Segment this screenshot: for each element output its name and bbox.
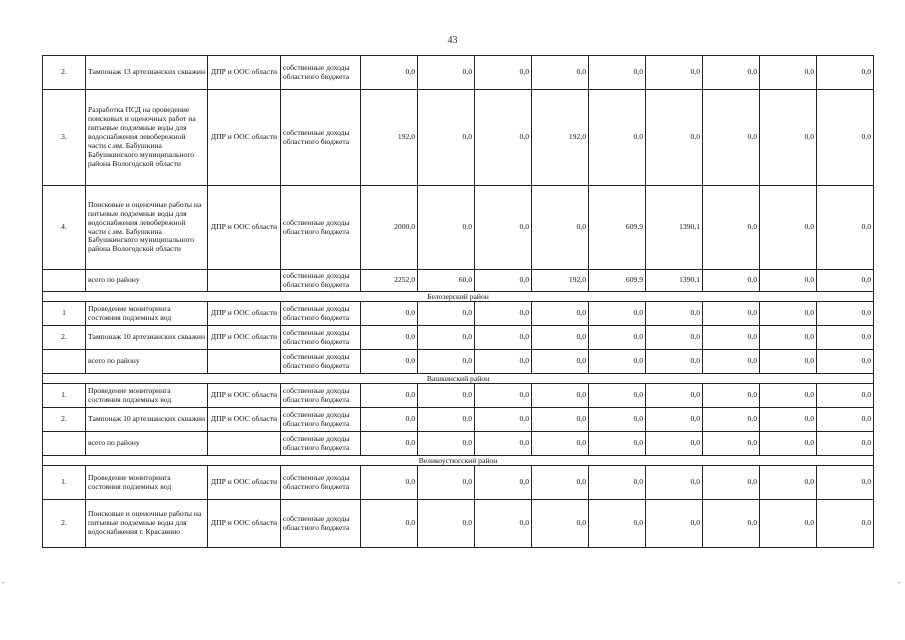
amount-cell: 0,0 — [475, 186, 532, 270]
amount-cell: 609,9 — [589, 270, 646, 292]
amount-cell: 0,0 — [646, 56, 703, 90]
responsible-executor — [208, 270, 281, 292]
row-number: 2. — [43, 500, 86, 548]
activity-name: Тампонаж 13 артезианских скважин — [86, 56, 208, 90]
table-row — [43, 302, 874, 326]
activity-name: Тампонаж 10 артезианских скважин — [86, 326, 208, 350]
activity-name: Поисковые и оценочные работы на питьевые подземные воды для водоснабжения г. Красавино — [86, 500, 208, 548]
amount-cell: 192,0 — [532, 90, 589, 186]
amount-cell: 0,0 — [418, 302, 475, 326]
amount-cell: 0,0 — [646, 302, 703, 326]
responsible-executor: ДПР и ООС области — [208, 466, 281, 500]
row-number: 1 — [43, 302, 86, 326]
amount-cell: 0,0 — [361, 432, 418, 456]
edge-mark-left: - — [2, 578, 5, 587]
row-number — [43, 350, 86, 374]
amount-cell: 0,0 — [418, 466, 475, 500]
amount-cell: 0,0 — [532, 56, 589, 90]
amount-cell: 0,0 — [760, 186, 817, 270]
amount-cell: 0,0 — [817, 466, 874, 500]
amount-cell: 0,0 — [760, 350, 817, 374]
amount-cell: 0,0 — [646, 500, 703, 548]
amount-cell: 0,0 — [817, 384, 874, 408]
amount-cell: 0,0 — [361, 350, 418, 374]
amount-cell: 0,0 — [817, 270, 874, 292]
amount-cell: 0,0 — [817, 500, 874, 548]
amount-cell: 0,0 — [703, 56, 760, 90]
amount-cell: 192,0 — [532, 270, 589, 292]
row-number: 2. — [43, 56, 86, 90]
amount-cell: 0,0 — [646, 466, 703, 500]
table-row — [43, 432, 874, 456]
district-title: Великоустюгский район — [43, 456, 874, 466]
amount-cell: 0,0 — [817, 432, 874, 456]
amount-cell: 0,0 — [760, 432, 817, 456]
amount-cell: 0,0 — [532, 466, 589, 500]
row-number: 4. — [43, 186, 86, 270]
responsible-executor: ДПР и ООС области — [208, 302, 281, 326]
amount-cell: 0,0 — [532, 326, 589, 350]
responsible-executor — [208, 350, 281, 374]
activity-name: Поисковые и оценочные работы на питьевые подземные воды для водоснабжения левобережной части с.им. Бабушкина Бабушкинского муниципального района Вологодской области — [86, 186, 208, 270]
amount-cell: 0,0 — [703, 466, 760, 500]
amount-cell: 0,0 — [703, 500, 760, 548]
amount-cell: 0,0 — [532, 408, 589, 432]
amount-cell: 0,0 — [532, 500, 589, 548]
amount-cell: 0,0 — [703, 432, 760, 456]
funding-source: собственные доходы областного бюджета — [281, 90, 361, 186]
amount-cell: 60,0 — [418, 270, 475, 292]
table-row — [43, 326, 874, 350]
funding-source: собственные доходы областного бюджета — [281, 500, 361, 548]
amount-cell: 0,0 — [760, 326, 817, 350]
amount-cell: 0,0 — [646, 90, 703, 186]
amount-cell: 0,0 — [589, 500, 646, 548]
amount-cell: 0,0 — [760, 384, 817, 408]
amount-cell: 0,0 — [418, 56, 475, 90]
responsible-executor: ДПР и ООС области — [208, 500, 281, 548]
amount-cell: 0,0 — [646, 408, 703, 432]
amount-cell: 0,0 — [418, 350, 475, 374]
amount-cell: 0,0 — [817, 186, 874, 270]
funding-source: собственные доходы областного бюджета — [281, 408, 361, 432]
amount-cell: 0,0 — [703, 186, 760, 270]
amount-cell: 0,0 — [532, 350, 589, 374]
funding-source: собственные доходы областного бюджета — [281, 302, 361, 326]
row-number: 2. — [43, 408, 86, 432]
amount-cell: 0,0 — [760, 408, 817, 432]
district-header-row — [43, 456, 874, 466]
amount-cell: 0,0 — [589, 408, 646, 432]
activity-name: Проведение мониторинга состояния подземных вод — [86, 384, 208, 408]
amount-cell: 0,0 — [589, 302, 646, 326]
responsible-executor: ДПР и ООС области — [208, 326, 281, 350]
amount-cell: 0,0 — [817, 90, 874, 186]
district-header-row — [43, 292, 874, 302]
amount-cell: 0,0 — [646, 350, 703, 374]
page-number: 43 — [447, 35, 458, 46]
amount-cell: 0,0 — [475, 90, 532, 186]
funding-source: собственные доходы областного бюджета — [281, 326, 361, 350]
activity-name: всего по району — [86, 432, 208, 456]
funding-source: собственные доходы областного бюджета — [281, 270, 361, 292]
amount-cell: 0,0 — [703, 270, 760, 292]
responsible-executor: ДПР и ООС области — [208, 186, 281, 270]
amount-cell: 2252,0 — [361, 270, 418, 292]
responsible-executor: ДПР и ООС области — [208, 56, 281, 90]
amount-cell: 0,0 — [589, 90, 646, 186]
amount-cell: 0,0 — [361, 466, 418, 500]
activity-name: Тампонаж 10 артезианских скважин — [86, 408, 208, 432]
amount-cell: 0,0 — [703, 408, 760, 432]
amount-cell: 0,0 — [589, 466, 646, 500]
amount-cell: 0,0 — [646, 384, 703, 408]
amount-cell: 0,0 — [475, 326, 532, 350]
amount-cell: 0,0 — [760, 302, 817, 326]
funding-source: собственные доходы областного бюджета — [281, 466, 361, 500]
funding-source: собственные доходы областного бюджета — [281, 56, 361, 90]
table-row — [43, 350, 874, 374]
amount-cell: 0,0 — [760, 90, 817, 186]
table-row — [43, 384, 874, 408]
row-number — [43, 432, 86, 456]
amount-cell: 2000,0 — [361, 186, 418, 270]
amount-cell: 1390,1 — [646, 186, 703, 270]
amount-cell: 0,0 — [361, 326, 418, 350]
amount-cell: 0,0 — [532, 384, 589, 408]
row-number: 2. — [43, 326, 86, 350]
table-row — [43, 270, 874, 292]
amount-cell: 0,0 — [760, 500, 817, 548]
amount-cell: 0,0 — [703, 90, 760, 186]
amount-cell: 0,0 — [589, 56, 646, 90]
funding-source: собственные доходы областного бюджета — [281, 384, 361, 408]
amount-cell: 0,0 — [532, 432, 589, 456]
row-number: 3. — [43, 90, 86, 186]
amount-cell: 0,0 — [418, 90, 475, 186]
table-row — [43, 408, 874, 432]
row-number: 1. — [43, 466, 86, 500]
amount-cell: 192,0 — [361, 90, 418, 186]
amount-cell: 0,0 — [475, 466, 532, 500]
amount-cell: 0,0 — [475, 384, 532, 408]
amount-cell: 0,0 — [817, 56, 874, 90]
activity-name: Разработка ПСД на проведение поисковых и оценочных работ на питьевые подземные воды для водоснабжения левобережной части с.им. Бабушкина Бабушкинского муниципального района Вологодской области — [86, 90, 208, 186]
responsible-executor — [208, 432, 281, 456]
amount-cell: 0,0 — [703, 302, 760, 326]
responsible-executor: ДПР и ООС области — [208, 90, 281, 186]
edge-mark-right: - — [898, 578, 901, 587]
funding-source: собственные доходы областного бюджета — [281, 432, 361, 456]
amount-cell: 0,0 — [646, 432, 703, 456]
amount-cell: 1390,1 — [646, 270, 703, 292]
amount-cell: 0,0 — [475, 56, 532, 90]
table-row — [43, 500, 874, 548]
amount-cell: 0,0 — [475, 500, 532, 548]
amount-cell: 0,0 — [817, 302, 874, 326]
amount-cell: 0,0 — [817, 408, 874, 432]
responsible-executor: ДПР и ООС области — [208, 384, 281, 408]
amount-cell: 0,0 — [817, 350, 874, 374]
amount-cell: 0,0 — [475, 270, 532, 292]
amount-cell: 0,0 — [532, 302, 589, 326]
amount-cell: 0,0 — [418, 186, 475, 270]
amount-cell: 0,0 — [532, 186, 589, 270]
amount-cell: 0,0 — [589, 350, 646, 374]
amount-cell: 0,0 — [760, 466, 817, 500]
amount-cell: 0,0 — [760, 56, 817, 90]
amount-cell: 0,0 — [361, 384, 418, 408]
amount-cell: 0,0 — [361, 302, 418, 326]
district-title: Вашкинский район — [43, 374, 874, 384]
amount-cell: 0,0 — [703, 350, 760, 374]
amount-cell: 0,0 — [418, 432, 475, 456]
activity-name: всего по району — [86, 270, 208, 292]
table-row — [43, 466, 874, 500]
district-header-row — [43, 374, 874, 384]
amount-cell: 0,0 — [589, 432, 646, 456]
table-row — [43, 90, 874, 186]
amount-cell: 0,0 — [589, 326, 646, 350]
amount-cell: 0,0 — [418, 326, 475, 350]
amount-cell: 0,0 — [361, 408, 418, 432]
amount-cell: 0,0 — [703, 384, 760, 408]
budget-table — [42, 55, 874, 548]
amount-cell: 0,0 — [703, 326, 760, 350]
amount-cell: 0,0 — [589, 384, 646, 408]
amount-cell: 0,0 — [475, 302, 532, 326]
funding-source: собственные доходы областного бюджета — [281, 186, 361, 270]
amount-cell: 0,0 — [418, 500, 475, 548]
amount-cell: 0,0 — [418, 408, 475, 432]
table-row — [43, 186, 874, 270]
activity-name: Проведение мониторинга состояния подземных вод — [86, 302, 208, 326]
funding-source: собственные доходы областного бюджета — [281, 350, 361, 374]
amount-cell: 0,0 — [760, 270, 817, 292]
amount-cell: 0,0 — [817, 326, 874, 350]
amount-cell: 0,0 — [361, 56, 418, 90]
amount-cell: 0,0 — [475, 350, 532, 374]
activity-name: всего по району — [86, 350, 208, 374]
amount-cell: 0,0 — [475, 432, 532, 456]
amount-cell: 0,0 — [646, 326, 703, 350]
amount-cell: 609,9 — [589, 186, 646, 270]
amount-cell: 0,0 — [361, 500, 418, 548]
district-title: Белозерский район — [43, 292, 874, 302]
responsible-executor: ДПР и ООС области — [208, 408, 281, 432]
row-number: 1. — [43, 384, 86, 408]
row-number — [43, 270, 86, 292]
activity-name: Проведение мониторинга состояния подземных вод — [86, 466, 208, 500]
amount-cell: 0,0 — [475, 408, 532, 432]
amount-cell: 0,0 — [418, 384, 475, 408]
table-row — [43, 56, 874, 90]
